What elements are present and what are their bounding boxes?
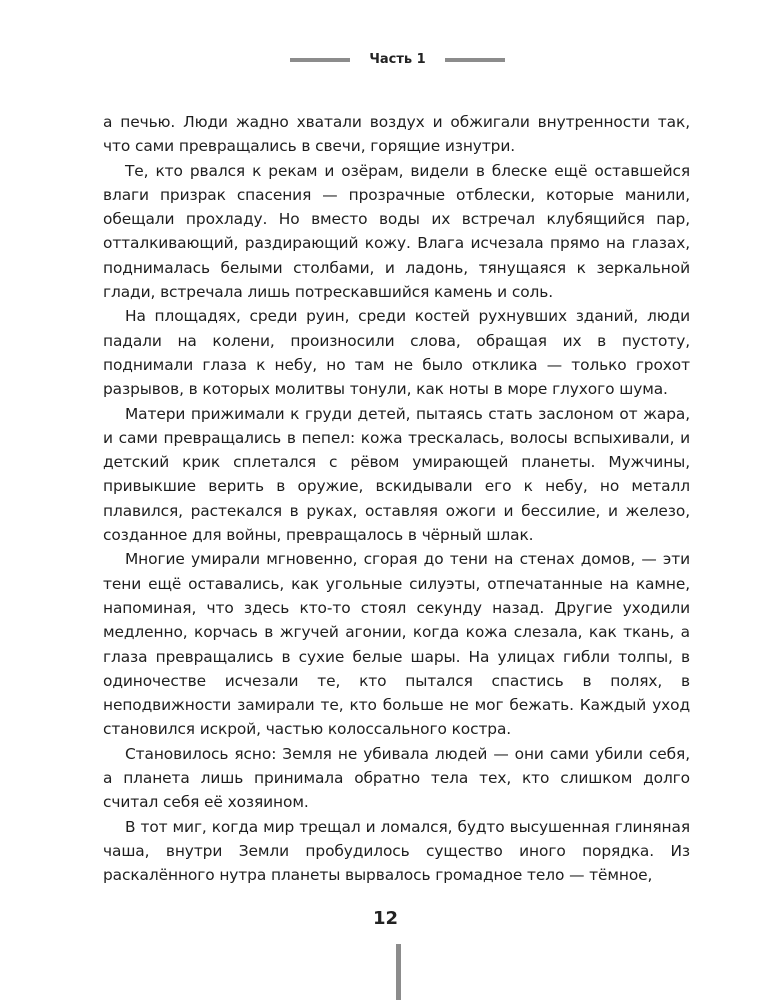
paragraph: Многие умирали мгновенно, сгорая до тени на стенах домов, — эти тени ещё оставались, как угольные силуэты, отпечатанные на камне, напоминая, что здесь кто-то стоял секунду назад. Другие уходили медленно, корчась в жгучей агонии, когда кожа слезала, как ткань, а глаза превращались в сухие белые шары. На улицах гибли толпы, в одиночестве исчезали те, кто пытался спастись в полях, в неподвижности замирали те, кто больше не мог бежать. Каждый уход становился искрой, частью колоссального костра. [103,550,690,739]
paragraph: а печью. Люди жадно хватали воздух и обжигали внутренности так, что сами превращались в свечи, горящие изнутри. [103,113,690,156]
body-text [103,110,690,888]
page-edge-bar [396,944,401,1000]
paragraph: Те, кто рвался к рекам и озёрам, видели в блеске ещё оставшейся влаги призрак спасения — прозрачные отблески, которые манили, обещали прохладу. Но вместо воды их встречал клубящийся пар, отталкивающий, раздирающий кожу. Влага исчезала прямо на глазах, поднималась белыми столбами, и ладонь, тянущаяся к зеркальной глади, встречала лишь потрескавшийся камень и соль. [103,161,690,302]
page-number: 12 [372,908,399,929]
paragraph: На площадях, среди руин, среди костей рухнувших зданий, люди падали на колени, произносили слова, обращая их в пустоту, поднимали глаза к небу, но там не было отклика — только грохот разрывов, в которых молитвы тонули, как ноты в море глухого шума. [103,307,690,399]
paragraph: В тот миг, когда мир трещал и ломался, будто высушенная глиняная чаша, внутри Земли пробудилось существо иного порядка. Из раскалённого нутра планеты вырвалось громадное тело — тёмное, [103,817,690,885]
running-header [0,48,771,72]
paragraph: Становилось ясно: Земля не убивала людей — они сами убили себя, а планета лишь принимала обратно тела тех, кто слишком долго считал себя её хозяином. [103,744,690,812]
header-rule-left [290,58,350,62]
paragraph: Матери прижимали к груди детей, пытаясь стать заслоном от жара, и сами превращались в пепел: кожа трескалась, волосы вспыхивали, и детский крик сплетался с рёвом умирающей планеты. Мужчины, привыкшие верить в оружие, вскидывали его к небу, но металл плавился, растекался в руках, оставляя ожоги и бессилие, и железо, созданное для войны, превращалось в чёрный шлак. [103,404,690,545]
header-title: Часть 1 [369,52,426,67]
header-rule-right [445,58,505,62]
